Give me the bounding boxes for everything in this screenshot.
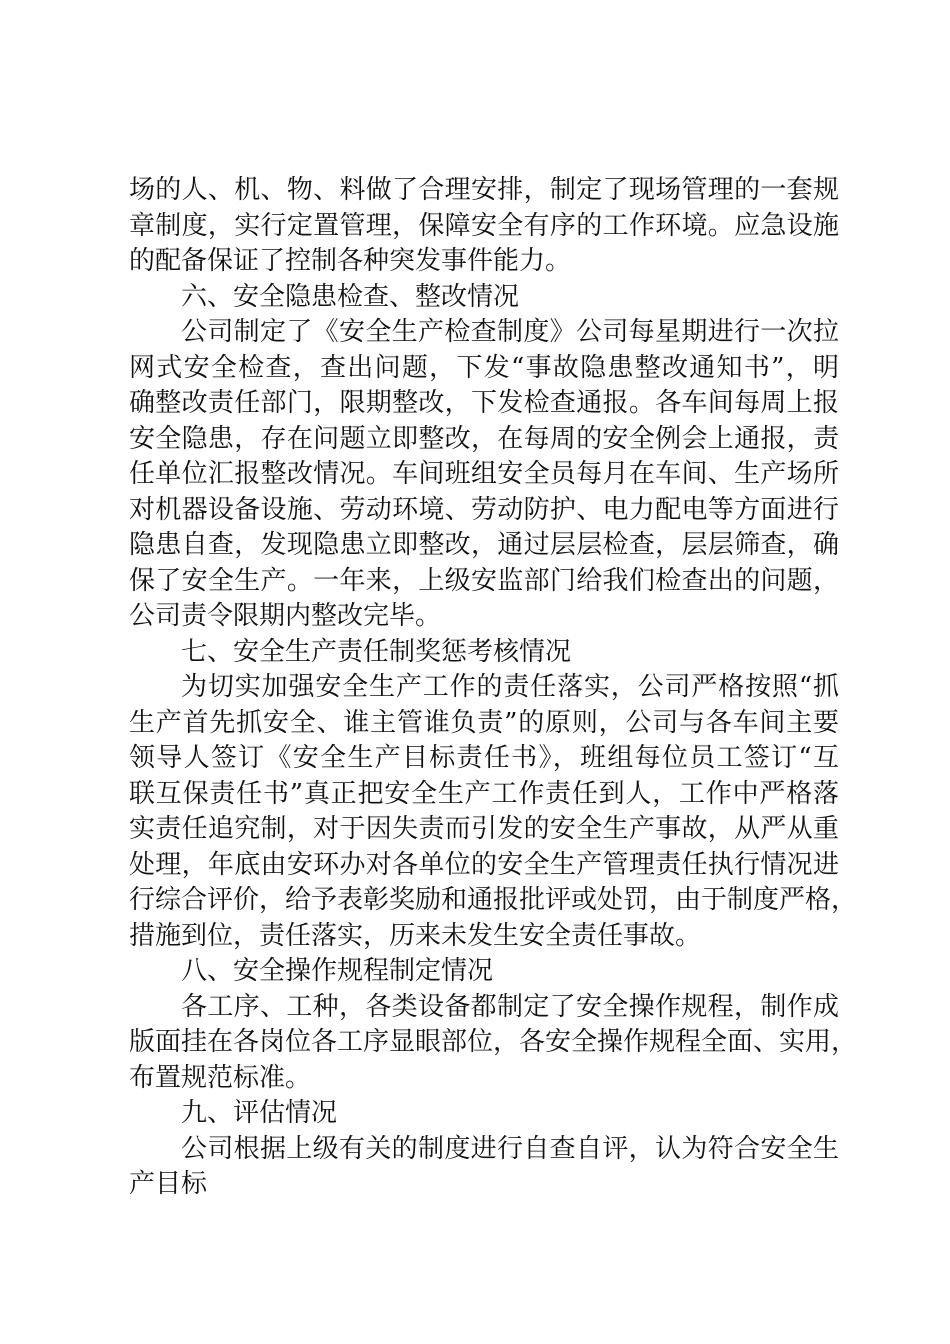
text-line: 公司制定了《安全生产检查制度》公司每星期进行一次拉 — [181, 317, 839, 347]
text-line: 实责任追究制，对于因失责而引发的安全生产事故，从严从重 — [129, 814, 839, 844]
text-line: 领导人签订《安全生产目标责任书》，班组每位员工签订“互 — [129, 743, 839, 773]
text-line: 公司根据上级有关的制度进行自查自评，认为符合安全生 — [181, 1133, 839, 1164]
text-line: 各工序、工种，各类设备都制定了安全操作规程，制作成 — [181, 991, 839, 1022]
text-line: 措施到位，责任落实，历来未发生安全责任事故。 — [129, 920, 702, 951]
text-line: 确整改责任部门，限期整改，下发检查通报。各车间每周上报 — [129, 388, 839, 418]
text-line: 隐患自查，发现隐患立即整改，通过层层检查，层层筛查，确 — [129, 530, 839, 560]
text-line: 为切实加强安全生产工作的责任落实，公司严格按照“抓 — [181, 672, 839, 702]
text-line: 产目标 — [129, 1169, 208, 1199]
text-line: 章制度，实行定置管理，保障安全有序的工作环境。应急设施 — [129, 210, 839, 241]
text-line: 对机器设备设施、劳动环境、劳动防护、电力配电等方面进行 — [129, 494, 839, 525]
text-line: 公司责令限期内整改完毕。 — [129, 601, 442, 631]
section-heading-7: 七、安全生产责任制奖惩考核情况 — [181, 636, 572, 667]
text-line: 联互保责任书”真正把安全生产工作责任到人，工作中严格落 — [129, 778, 839, 809]
text-line: 行综合评价，给予表彰奖励和通报批评或处罚，由于制度严格， — [129, 885, 858, 915]
text-line: 任单位汇报整改情况。车间班组安全员每月在车间、生产场所 — [129, 459, 839, 489]
text-line: 保了安全生产。一年来，上级安监部门给我们检查出的问题， — [129, 565, 839, 596]
text-line: 生产首先抓安全、谁主管谁负责”的原则，公司与各车间主要 — [129, 707, 839, 738]
text-line: 安全隐患，存在问题立即整改，在每周的安全例会上通报，责 — [129, 423, 839, 454]
text-line: 版面挂在各岗位各工序显眼部位，各安全操作规程全面、实用， — [129, 1027, 858, 1057]
section-heading-6: 六、安全隐患检查、整改情况 — [181, 281, 520, 312]
section-heading-9: 九、评估情况 — [181, 1098, 338, 1128]
text-line: 场的人、机、物、料做了合理安排，制定了现场管理的一套规 — [129, 175, 839, 205]
text-line: 布置规范标准。 — [129, 1062, 312, 1093]
section-heading-8: 八、安全操作规程制定情况 — [181, 956, 494, 986]
text-line: 的配备保证了控制各种突发事件能力。 — [129, 246, 572, 276]
text-line: 处理，年底由安环办对各单位的安全生产管理责任执行情况进 — [129, 849, 839, 880]
text-line: 网式安全检查，查出问题，下发“事故隐患整改通知书”，明 — [129, 352, 839, 383]
document-body — [129, 173, 858, 1203]
